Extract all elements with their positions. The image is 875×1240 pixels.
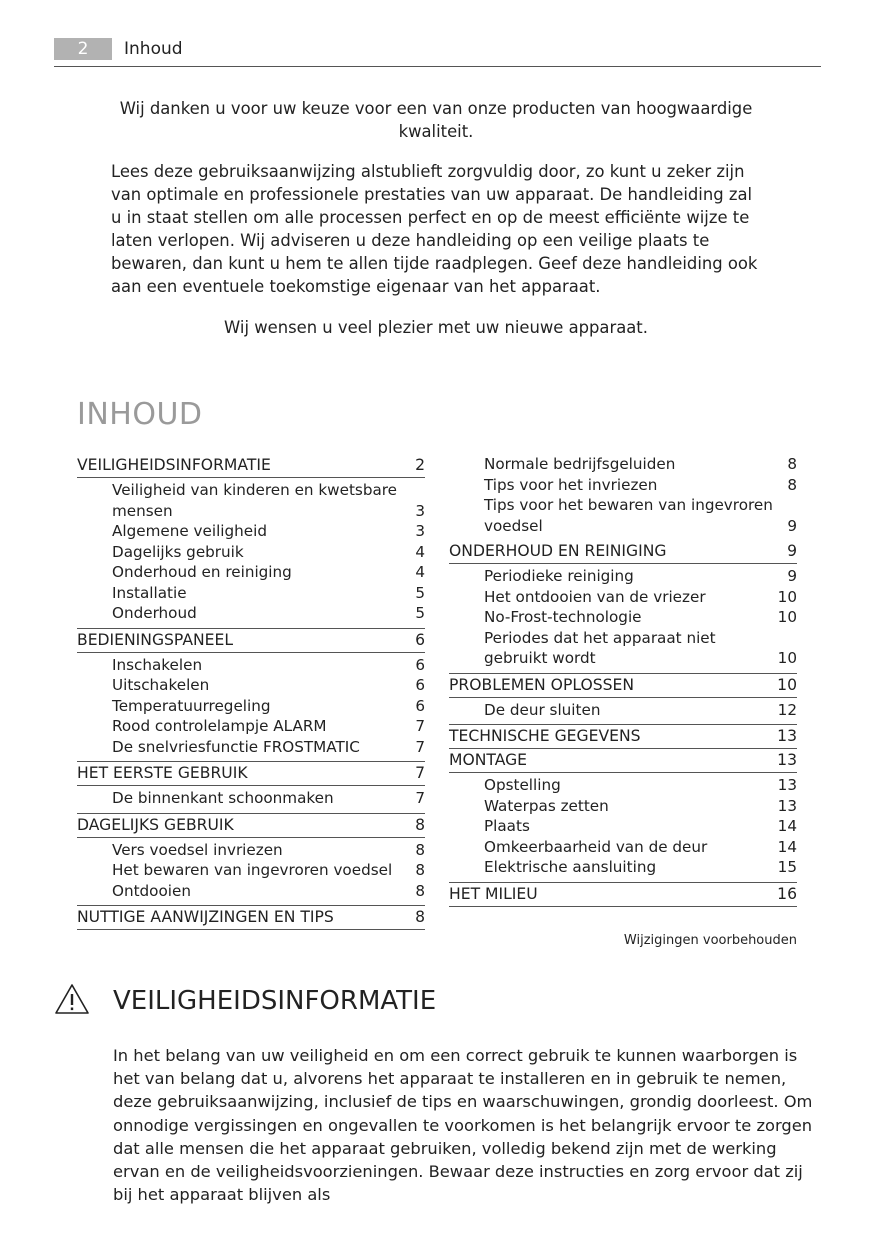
toc-entry[interactable] [112,675,425,696]
toc-entry-page: 7 [415,789,425,807]
toc-entry[interactable] [484,816,797,837]
toc-entry-page: 4 [415,563,425,581]
toc-entry-page: 8 [415,881,425,900]
toc-entry-text: Omkeerbaarheid van de deur [484,837,708,856]
toc-section-title: TECHNISCHE GEGEVENS [449,727,641,745]
warning-triangle-icon [54,983,90,1015]
page-header [54,38,821,67]
toc-entry-text: Elektrische aansluiting [484,858,657,876]
toc-section-title: HET MILIEU [449,884,538,903]
toc-section-heading[interactable] [449,674,797,697]
toc-section-heading[interactable] [77,762,425,785]
toc-entry[interactable] [112,521,425,542]
toc-entry-page: 14 [777,817,797,835]
toc-section-heading[interactable] [77,906,425,929]
toc-entries [449,772,797,882]
toc-entry-text: Normale bedrijfsgeluiden [484,455,676,473]
toc-section [77,762,425,814]
toc-entry[interactable] [112,860,425,881]
toc-entry[interactable] [112,716,425,737]
toc-section-title: ONDERHOUD EN REINIGING [449,542,667,560]
toc-entry-text: De binnenkant schoonmaken [112,789,334,807]
toc-entry-page: 12 [777,700,797,719]
toc-entry-text: De snelvriesfunctie FROSTMATIC [112,737,360,756]
toc-section [449,540,797,674]
toc-section [77,906,425,930]
toc-entry-text: Ontdooien [112,881,191,900]
toc-entry[interactable] [484,857,797,878]
toc-section-title: HET EERSTE GEBRUIK [77,764,248,782]
toc-entries [77,785,425,813]
toc-entry[interactable] [112,788,425,809]
toc-section-page: 10 [777,675,797,694]
toc-entries [449,697,797,725]
toc-entry[interactable] [112,480,425,521]
toc-entry-text: Opstelling [484,776,561,794]
toc-section-page: 9 [787,542,797,560]
toc-entry-text: Vers voedsel invriezen [112,840,283,859]
toc-entry-text: No-Frost-technologie [484,608,642,626]
toc-entry-text: Plaats [484,817,530,835]
toc-right-column [449,454,797,907]
toc-entry[interactable] [484,700,797,721]
toc-entry[interactable] [112,562,425,583]
toc-section-page: 2 [415,456,425,474]
toc-entry-page: 13 [777,776,797,794]
toc-entry[interactable] [112,583,425,604]
toc-entry-text: Inschakelen [112,655,203,674]
toc-entry-page: 10 [777,587,797,606]
toc-entry[interactable] [112,655,425,676]
toc-section-page: 6 [415,630,425,649]
toc-entry-text: Onderhoud [112,604,197,622]
toc-section-title: BEDIENINGSPANEEL [77,630,234,649]
intro-instructions: Lees deze gebruiksaanwijzing alstublieft zorgvuldig door, zo kunt u zeker zijn van optimale en professionele prestaties van uw apparaat. De handleiding zal u in staat stellen om alle processen perfect en op de meest efficiënte wijze te laten verlopen. Wij adviseren u deze handleiding op een veilige plaats te bewaren, dan kunt u hem te allen tijde raadplegen. Geef deze handleiding ook aan een eventuele toekomstige eigenaar van het apparaat. [111,162,758,296]
toc-entry[interactable] [484,566,797,587]
toc-entry[interactable] [112,840,425,861]
toc-entry[interactable] [484,607,797,628]
toc-entry-page: 9 [787,567,797,585]
toc-entry[interactable] [484,628,797,669]
toc-entry-page: 5 [415,604,425,622]
toc-entry-text: Periodes dat het apparaat niet gebruikt wordt [484,628,716,667]
intro-thanks: Wij danken u voor uw keuze voor een van onze producten van hoogwaardige kwaliteit. [119,99,753,141]
toc-section-title: DAGELIJKS GEBRUIK [77,815,234,834]
toc-entry-page: 8 [787,455,797,473]
toc-entry[interactable] [112,881,425,902]
toc-entry-page: 7 [415,717,425,735]
toc-entry-page: 3 [415,522,425,540]
toc-entries [77,477,425,628]
toc-section-title: NUTTIGE AANWIJZINGEN EN TIPS [77,908,334,926]
toc-left-column [77,454,425,930]
toc-entry-page: 6 [415,676,425,694]
toc-section-page: 8 [415,815,425,834]
toc-entry-page: 10 [777,608,797,626]
changes-notice: Wijzigingen voorbehouden [623,933,797,948]
toc-entry-page: 9 [787,516,797,535]
toc-entry-page: 8 [787,475,797,494]
toc-section [77,454,425,629]
toc-entry[interactable] [484,587,797,608]
toc-entries [77,652,425,762]
toc-entry-page: 14 [777,837,797,856]
toc-entry-text: Onderhoud en reiniging [112,563,292,581]
toc-entry-page: 7 [415,737,425,756]
toc-section-page: 16 [777,884,797,903]
toc-section-page: 13 [777,727,797,745]
toc-entry-page: 10 [777,649,797,667]
toc-entry[interactable] [112,696,425,717]
toc-entry[interactable] [484,775,797,796]
toc-section [449,883,797,907]
toc-section-title: MONTAGE [449,751,528,769]
toc-entry-text: Het bewaren van ingevroren voedsel [112,861,393,879]
toc-section-heading[interactable] [449,540,797,563]
toc-entry-text: Uitschakelen [112,676,210,694]
toc-entry-text: Periodieke reiniging [484,567,634,585]
safety-intro-text: In het belang van uw veiligheid en om een correct gebruik te kunnen waarborgen is het van belang dat u, alvorens het apparaat te installeren en in gebruik te nemen, deze gebruiksaanwijzing, inclusief de tips en waarschuwingen, grondig doorleest. Om onnodige vergissingen en ongevallen te voorkomen is het belangrijk ervoor te zorgen dat alle mensen die het apparaat gebruiken, volledig bekend zijn met de werking ervan en de veiligheidsvoorzieningen. Bewaar deze instructies en zorg ervoor dat zij bij het apparaat blijven als [113,1046,813,1205]
toc-entry[interactable] [484,837,797,858]
toc-title: INHOUD [77,397,203,432]
toc-section-heading[interactable] [77,814,425,837]
toc-section-heading[interactable] [449,883,797,906]
toc-section [449,725,797,749]
toc-entry-page: 3 [415,501,425,520]
intro-wish: Wij wensen u veel plezier met uw nieuwe apparaat. [224,318,648,337]
toc-entry-text: Installatie [112,583,187,602]
toc-entry[interactable] [484,796,797,817]
toc-entry[interactable] [112,737,425,758]
toc-entry-text: De deur sluiten [484,700,601,719]
toc-section-page: 8 [415,908,425,926]
toc-section-page: 13 [777,751,797,769]
toc-entry-page: 6 [415,655,425,674]
toc-entry[interactable] [112,603,425,624]
toc-entries [77,837,425,906]
toc-entries [449,563,797,673]
toc-section-heading[interactable] [77,454,425,477]
toc-section-heading[interactable] [449,725,797,748]
toc-section-heading[interactable] [449,749,797,772]
toc-entry-text: Temperatuurregeling [112,696,271,715]
header-title: Inhoud [124,39,183,59]
toc-entry-page: 8 [415,840,425,859]
toc-continued-entries [449,454,797,540]
toc-section [449,674,797,726]
page-number: 2 [54,38,112,60]
toc-entry-page: 4 [415,542,425,561]
toc-entry-text: Dagelijks gebruik [112,542,244,561]
toc-entry-page: 15 [777,858,797,876]
toc-entry-page: 13 [777,796,797,815]
toc-section-page: 7 [415,764,425,782]
toc-section-title: VEILIGHEIDSINFORMATIE [77,456,271,474]
toc-entry[interactable] [112,542,425,563]
toc-entry-page: 5 [415,583,425,602]
toc-section-title: PROBLEMEN OPLOSSEN [449,675,635,694]
toc-entry[interactable] [484,454,797,475]
toc-section-heading[interactable] [77,629,425,652]
toc-section [77,629,425,763]
toc-entry-text: Tips voor het bewaren van ingevroren voedsel [484,496,773,535]
toc-section [77,814,425,907]
toc-entry-page: 6 [415,696,425,715]
toc-entry[interactable] [484,495,797,536]
toc-entry-text: Tips voor het invriezen [484,475,658,494]
toc-section [449,749,797,883]
toc-entry-page: 8 [415,861,425,879]
toc-entry-text: Rood controlelampje ALARM [112,717,327,735]
toc-entry-text: Het ontdooien van de vriezer [484,587,706,606]
toc-entry[interactable] [484,475,797,496]
toc-entry-text: Veiligheid van kinderen en kwetsbare mensen [112,481,398,520]
toc-entry-text: Algemene veiligheid [112,522,267,540]
safety-section-title: VEILIGHEIDSINFORMATIE [113,986,437,1016]
toc-entry-text: Waterpas zetten [484,796,609,815]
